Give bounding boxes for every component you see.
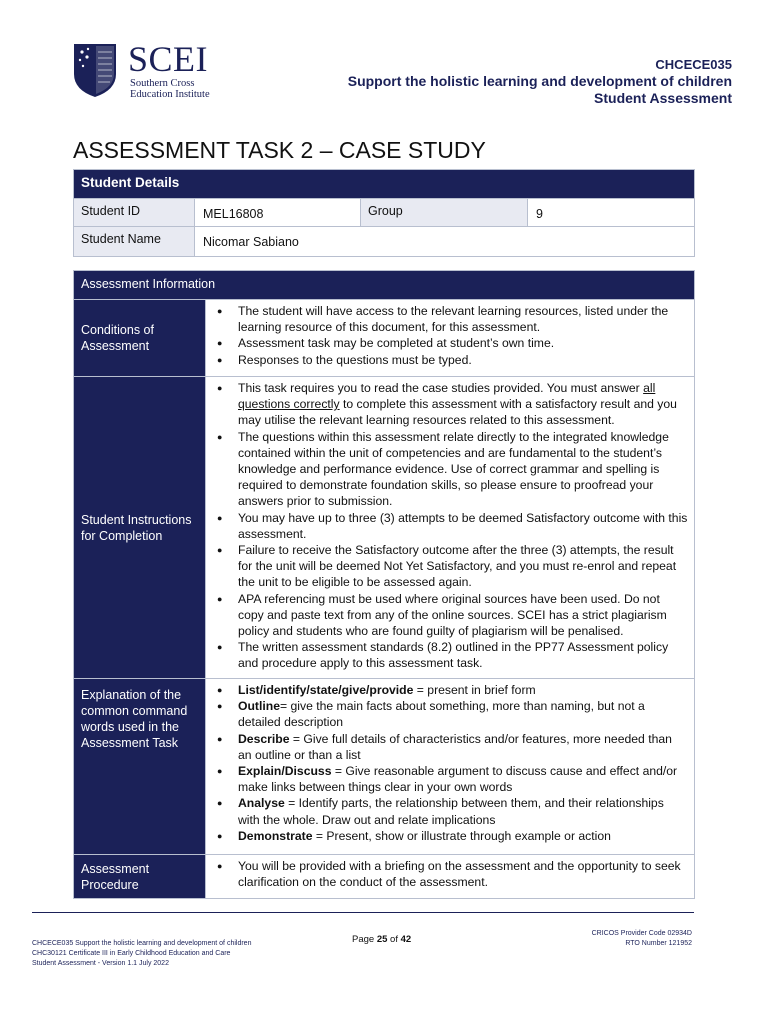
unit-code: CHCECE035 (655, 57, 732, 72)
list-item: ● Demonstrate = Present, show or illustrate through example or action (214, 828, 688, 844)
list-item: ● APA referencing must be used where original sources have been used. Do not copy and paste text from any of the online sources. SCEI has a strict plagiarism policy and students who are found guilty of plagiarism will be penalised. (214, 591, 688, 640)
logo-subtitle: Southern Cross Education Institute (130, 78, 210, 100)
list-item: ● You may have up to three (3) attempts to be deemed Satisfactory outcome with this assessment. (214, 510, 688, 542)
student-details-heading: Student Details (74, 170, 695, 199)
footer-divider (32, 912, 694, 913)
student-details-table (73, 169, 695, 257)
scei-logo (72, 40, 242, 100)
procedure-content (206, 855, 695, 899)
student-id-value: MEL16808 (195, 199, 361, 227)
list-item: ● The student will have access to the relevant learning resources, listed under the learning resource of this document, for this assessment. (214, 303, 688, 335)
footer-document-info: CHCECE035 Support the holistic learning and development of children CHC30121 Certificate III in Early Childhood Education and Care Student Assessment - Version 1.1 July 2022 (32, 940, 252, 967)
list-item: ● Explain/Discuss = Give reasonable argument to discuss cause and effect and/or make links between things clear in your own words (214, 763, 688, 795)
document-type: Student Assessment (594, 90, 732, 106)
instructions-content (206, 377, 695, 679)
student-name-value: Nicomar Sabiano (195, 227, 695, 257)
list-item: ● You will be provided with a briefing on the assessment and the opportunity to seek clarification on the conduct of the assessment. (214, 858, 688, 890)
shield-logo-icon (72, 40, 118, 98)
command-words-content (206, 679, 695, 855)
list-item: ● Analyse = Identify parts, the relationship between them, and their relationships with the whole. Draw out and relate implications (214, 795, 688, 827)
page-number: Page 25 of 42 (352, 934, 412, 945)
student-id-label: Student ID (74, 199, 195, 227)
assessment-info-heading: Assessment Information (74, 271, 695, 300)
page-title: ASSESSMENT TASK 2 – CASE STUDY (73, 137, 486, 163)
procedure-label: Assessment Procedure (74, 855, 206, 899)
logo-name: SCEI (128, 39, 209, 79)
group-value: 9 (528, 199, 695, 227)
list-item: ● List/identify/state/give/provide = present in brief form (214, 682, 688, 698)
student-name-label: Student Name (74, 227, 195, 257)
list-item: ● The questions within this assessment relate directly to the integrated knowledge contained within the unit of competencies and are fundamental to the student’s knowledge and performance evidence. Use of correct grammar and spelling is required to demonstrate foundation skills, so please ensure to proofread your answers prior to submission. (214, 429, 688, 510)
conditions-label: Conditions of Assessment (74, 300, 206, 377)
list-item: ● Assessment task may be completed at student’s own time. (214, 335, 688, 351)
group-label: Group (361, 199, 528, 227)
assessment-info-table (73, 270, 695, 899)
list-item: ● This task requires you to read the case studies provided. You must answer all questions correctly to complete this assessment with a satisfactory result and you may utilise the relevant learning resources related to this assessment. (214, 380, 688, 429)
list-item: ● Outline= give the main facts about something, more than naming, but not a detailed description (214, 698, 688, 730)
list-item: ● Failure to receive the Satisfactory outcome after the three (3) attempts, the result for the unit will be deemed Not Yet Satisfactory, and you must re-enrol and repeat the unit to be eligible to be assessed again. (214, 542, 688, 591)
footer-provider-info: CRICOS Provider Code 02934D RTO Number 121952 (591, 930, 692, 947)
list-item: ● Describe = Give full details of characteristics and/or features, more needed than an outline or than a list (214, 731, 688, 763)
list-item: ● The written assessment standards (8.2) outlined in the PP77 Assessment policy and procedure apply to this assessment task. (214, 639, 688, 671)
command-words-label: Explanation of the common command words used in the Assessment Task (74, 679, 206, 855)
instructions-label: Student Instructions for Completion (74, 377, 206, 679)
document-header (348, 56, 732, 107)
unit-title: Support the holistic learning and development of children (347, 73, 732, 89)
list-item: ● Responses to the questions must be typed. (214, 352, 688, 368)
conditions-content (206, 300, 695, 377)
